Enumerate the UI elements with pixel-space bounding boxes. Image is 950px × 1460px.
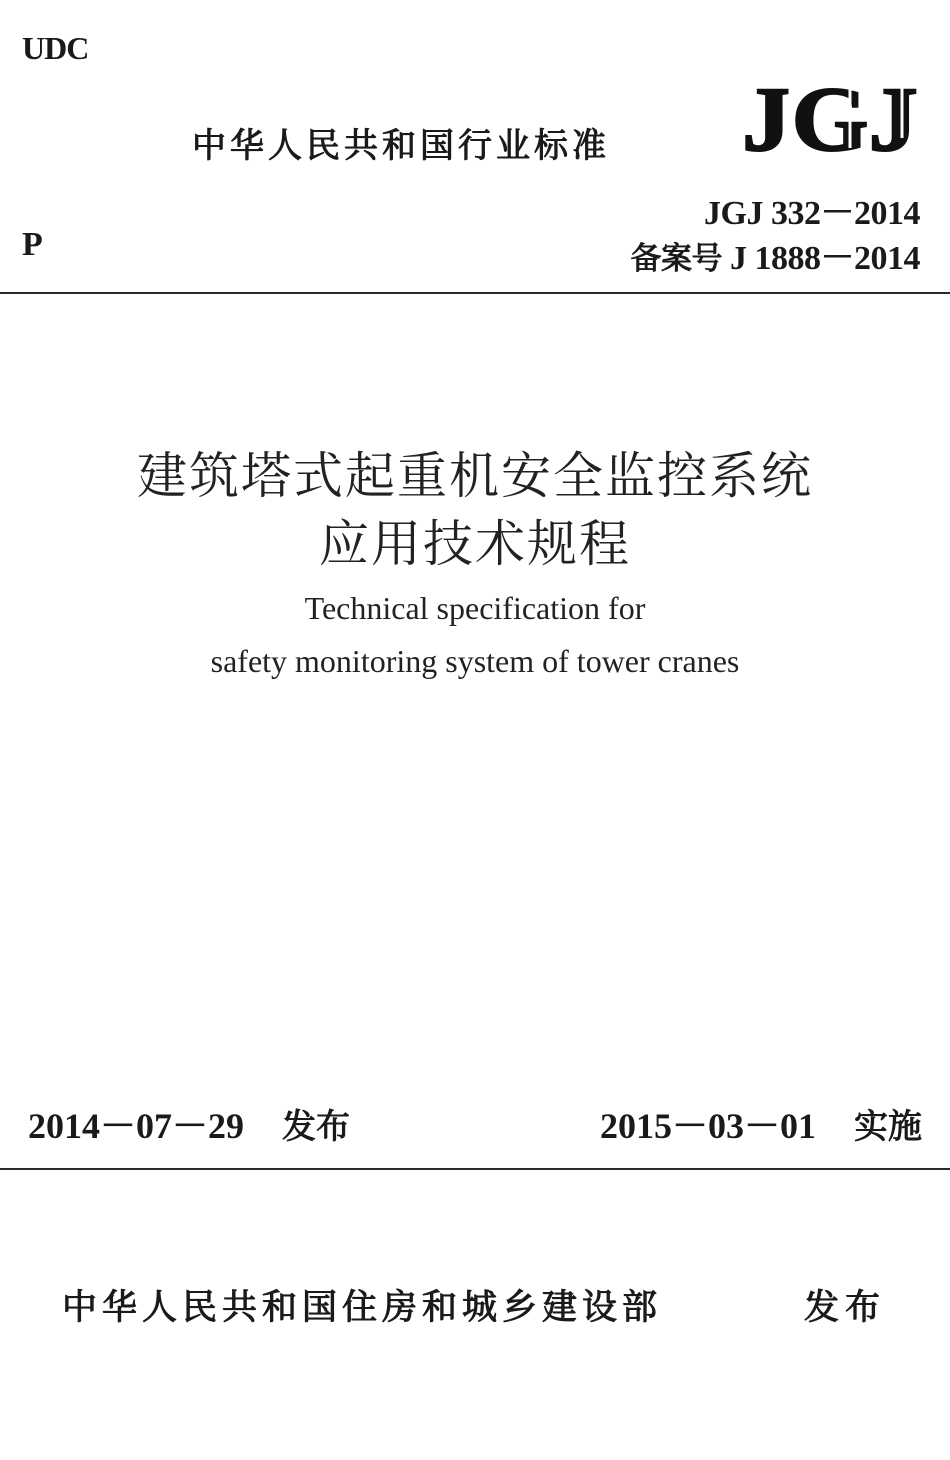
title-en-line1: Technical specification for <box>304 590 646 626</box>
classification-code: P <box>22 226 43 263</box>
jgj-logo-text: JGJ <box>742 68 918 160</box>
issue-label: 发布 <box>282 1107 351 1147</box>
title-cn-line1: 建筑塔式起重机安全监控系统 <box>137 447 813 505</box>
publish-label: 发布 <box>804 1288 887 1328</box>
issue-date-line <box>28 1098 350 1149</box>
standard-number: JGJ 332－2014 <box>704 195 920 232</box>
issue-date: 2014－07－29 <box>28 1106 245 1146</box>
record-label: 备案号 <box>630 241 722 277</box>
top-divider <box>0 292 950 294</box>
publisher-name: 中华人民共和国住房和城乡建设部 <box>62 1288 663 1328</box>
effective-date-line <box>600 1098 922 1149</box>
title-cn-line2: 应用技术规程 <box>319 515 631 573</box>
udc-label: UDC <box>22 30 89 66</box>
record-number-line <box>631 230 921 279</box>
effective-date: 2015－03－01 <box>600 1106 817 1146</box>
industry-standard-heading: 中华人民共和国行业标准 <box>192 126 610 166</box>
effective-label: 实施 <box>854 1107 923 1147</box>
record-number: J 1888－2014 <box>730 240 920 277</box>
bottom-divider <box>0 1168 950 1170</box>
jgj-logo <box>738 68 923 160</box>
title-en-line2: safety monitoring system of tower cranes <box>210 643 740 679</box>
